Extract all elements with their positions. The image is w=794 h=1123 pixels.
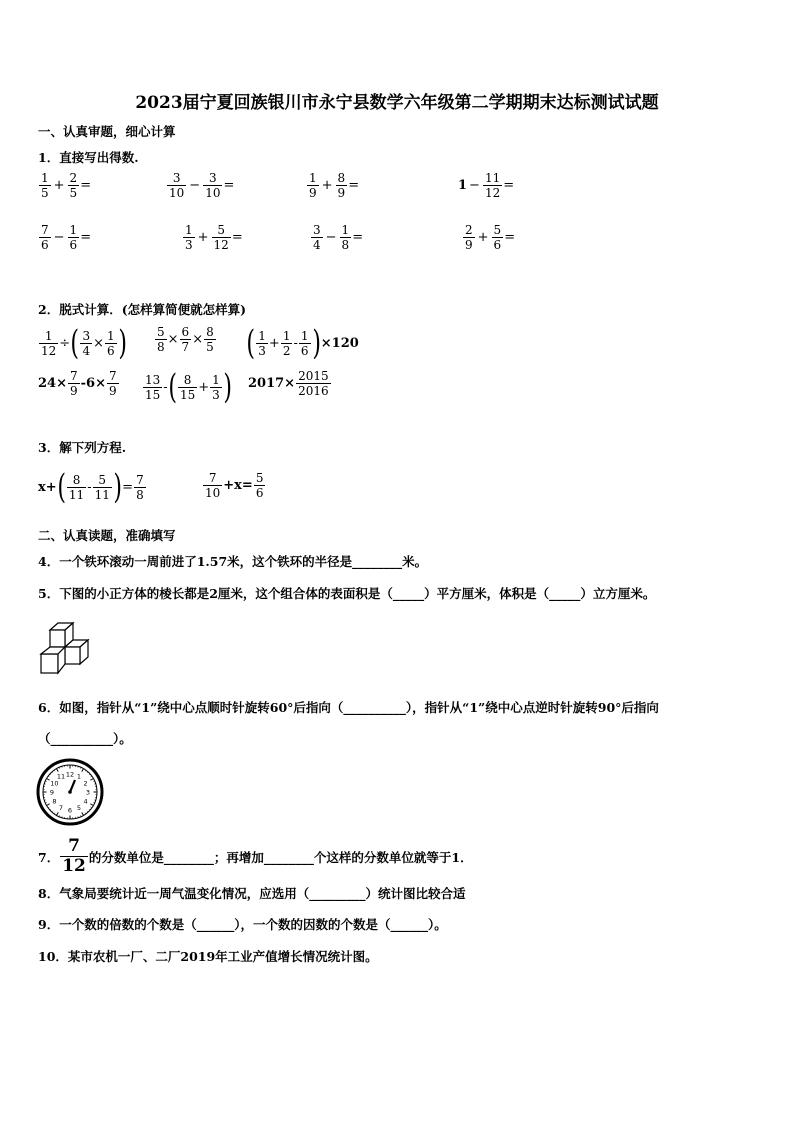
q2-expr-5 <box>142 367 232 407</box>
lead-term: 24× <box>38 376 67 391</box>
question-7-text: 的分数单位是________；再增加________个这样的分数单位就等于1． <box>88 849 473 865</box>
question-8: 8．气象局要统计近一周气温变化情况，应选用（_________）统计图比较合适 <box>38 886 466 901</box>
question-7-number: 7． <box>38 849 60 865</box>
numerator: 2015 <box>298 369 329 383</box>
denominator: 8 <box>341 238 350 252</box>
numerator: 8 <box>183 372 192 387</box>
clock-number: 9 <box>49 788 55 797</box>
numerator: 3 <box>172 171 181 185</box>
question-2-label: 2．脱式计算．(怎样算简便就怎样算) <box>38 302 247 317</box>
denominator: 3 <box>212 387 220 402</box>
question-7 <box>38 838 473 875</box>
numerator: 1 <box>258 328 266 343</box>
operator: ÷ <box>59 335 71 351</box>
numerator: 7 <box>108 369 117 383</box>
denominator: 4 <box>82 343 91 358</box>
q2-expr-4 <box>38 370 120 397</box>
denominator: 12 <box>484 186 501 200</box>
multiplier: ×120 <box>320 335 359 351</box>
operator: - <box>87 479 92 495</box>
q2-expr-3 <box>246 323 359 363</box>
denominator: 10 <box>205 486 221 500</box>
numerator: 5 <box>255 471 264 485</box>
cube-front-face <box>41 654 58 673</box>
right-paren: ) <box>223 367 232 407</box>
question-5: 5．下图的小正方体的棱长都是2厘米，这个组合体的表面积是（_____）平方厘米，体积是（_____）立方厘米。 <box>38 586 656 601</box>
numerator: 5 <box>217 223 225 237</box>
question-1-label: 1．直接写出得数. <box>38 150 139 165</box>
clock-number: 5 <box>76 803 82 812</box>
denominator: 7 <box>181 340 190 354</box>
clock-figure <box>36 758 104 826</box>
numerator: 1 <box>107 328 115 343</box>
numerator: 8 <box>72 472 81 487</box>
operator: - <box>293 335 298 351</box>
numerator: 2 <box>465 223 473 237</box>
denominator: 9 <box>108 384 117 398</box>
denominator: 6 <box>493 238 502 252</box>
numerator: 2 <box>69 171 78 185</box>
cube-front-face <box>50 630 65 647</box>
numerator: 8 <box>337 171 346 185</box>
denominator: 10 <box>205 186 221 200</box>
clock-center <box>68 790 72 794</box>
numerator: 5 <box>493 223 502 237</box>
numerator: 11 <box>484 171 501 185</box>
operator: + <box>197 230 209 245</box>
numerator: 13 <box>145 372 161 387</box>
clock-number: 4 <box>83 797 88 806</box>
left-paren: ( <box>70 323 80 363</box>
operator: + <box>198 379 210 395</box>
numerator: 1 <box>185 223 193 237</box>
denominator: 15 <box>179 387 196 402</box>
operator: − <box>53 230 65 245</box>
q1-expr-5 <box>38 224 91 251</box>
equals: = <box>122 479 134 495</box>
equals: = <box>231 230 243 245</box>
q2-expr-6 <box>248 370 332 397</box>
denominator: 11 <box>68 487 85 502</box>
denominator: 12 <box>213 238 229 252</box>
left-paren: ( <box>246 323 255 363</box>
cube-figure <box>38 620 94 676</box>
denominator: 10 <box>169 186 185 200</box>
operator: + <box>268 335 280 351</box>
q1-expr-6 <box>182 224 243 251</box>
denominator: 9 <box>465 238 473 252</box>
denominator: 6 <box>41 238 49 252</box>
denominator: 9 <box>309 186 317 200</box>
right-paren: ) <box>113 467 122 507</box>
denominator: 5 <box>41 186 49 200</box>
denominator: 2 <box>282 343 291 358</box>
clock-number: 3 <box>85 788 91 797</box>
denominator: 2016 <box>298 384 329 398</box>
section-1-heading: 一、认真审题，细心计算 <box>38 124 176 139</box>
denominator: 12 <box>62 856 86 876</box>
clock-number: 11 <box>56 772 66 781</box>
numerator: 1 <box>309 171 317 185</box>
right-paren: ) <box>117 323 127 363</box>
clock-number: 8 <box>52 797 57 806</box>
denominator: 6 <box>255 486 264 500</box>
equals: = <box>503 178 515 193</box>
numerator: 1 <box>300 328 309 343</box>
numerator: 5 <box>157 325 165 339</box>
denominator: 5 <box>206 340 214 354</box>
clock-number: 10 <box>50 779 59 788</box>
denominator: 6 <box>107 343 115 358</box>
operator: - <box>163 379 168 395</box>
middle-term: -6× <box>80 376 106 391</box>
numerator: 3 <box>209 171 217 185</box>
operator: × <box>93 335 104 351</box>
question-4: 4．一个铁环滚动一周前进了1.57米，这个铁环的半径是________米。 <box>38 554 428 569</box>
equals: = <box>223 178 235 193</box>
left-paren: ( <box>56 467 66 507</box>
operator: + <box>321 178 333 193</box>
question-9: 9．一个数的倍数的个数是（______），一个数的因数的个数是（______）。 <box>38 917 447 932</box>
question-10: 10．某市农机一厂、二厂2019年工业产值增长情况统计图。 <box>38 949 378 964</box>
operator: × <box>167 332 179 347</box>
question-6-line-2: （__________）。 <box>38 731 132 746</box>
section-2-heading: 二、认真读题，准确填写 <box>38 528 176 543</box>
denominator: 8 <box>157 340 165 354</box>
numerator: 1 <box>41 171 49 185</box>
denominator: 12 <box>41 343 57 358</box>
numerator: 5 <box>98 472 107 487</box>
q1-expr-2 <box>166 172 234 199</box>
denominator: 4 <box>313 238 321 252</box>
clock-number: 1 <box>76 772 82 781</box>
left-paren: ( <box>168 367 177 407</box>
numerator: 3 <box>313 223 321 237</box>
equals: = <box>348 178 360 193</box>
denominator: 8 <box>136 487 144 502</box>
denominator: 9 <box>69 384 78 398</box>
question-3-label: 3．解下列方程. <box>38 440 127 455</box>
equals: = <box>352 230 364 245</box>
denominator: 3 <box>258 343 266 358</box>
operator: − <box>189 178 201 193</box>
whole-number: 1 <box>458 178 468 193</box>
numerator: 7 <box>41 223 49 237</box>
numerator: 7 <box>136 472 144 487</box>
numerator: 7 <box>68 836 80 856</box>
denominator: 15 <box>145 387 161 402</box>
denominator: 5 <box>69 186 78 200</box>
denominator: 11 <box>94 487 110 502</box>
q3-equation-1 <box>38 467 147 507</box>
numerator: 1 <box>212 372 220 387</box>
operator: − <box>325 230 337 245</box>
middle-term: +x= <box>223 478 253 493</box>
cube-front-face <box>65 647 80 664</box>
lead-term: x+ <box>38 479 57 495</box>
numerator: 8 <box>206 325 214 339</box>
denominator: 3 <box>185 238 193 252</box>
numerator: 6 <box>181 325 190 339</box>
lead-term: 2017× <box>248 376 296 391</box>
q2-expr-1 <box>38 323 127 363</box>
operator: + <box>477 230 489 245</box>
operator: × <box>192 332 204 347</box>
q3-equation-2 <box>202 472 266 499</box>
page-title: 2023届宁夏回族银川市永宁县数学六年级第二学期期末达标测试试题 <box>135 93 659 113</box>
equals: = <box>504 230 516 245</box>
denominator: 6 <box>69 238 78 252</box>
numerator: 3 <box>82 328 91 343</box>
clock-number: 2 <box>83 779 88 788</box>
numerator: 1 <box>341 223 350 237</box>
q1-expr-3 <box>306 172 359 199</box>
denominator: 9 <box>337 186 346 200</box>
q1-expr-1 <box>38 172 91 199</box>
q1-expr-4 <box>458 172 514 199</box>
equals: = <box>80 230 92 245</box>
question-6-line-1: 6．如图，指针从“1”绕中心点顺时针旋转60°后指向（__________），指针从“1”绕中心点逆时针旋转90°后指向 <box>38 700 659 715</box>
operator: + <box>53 178 65 193</box>
clock-number: 12 <box>65 770 75 779</box>
q1-expr-8 <box>462 224 515 251</box>
denominator: 6 <box>300 343 309 358</box>
numerator: 1 <box>44 328 53 343</box>
numerator: 1 <box>69 223 78 237</box>
equals: = <box>80 178 92 193</box>
numerator: 7 <box>208 471 217 485</box>
numerator: 1 <box>282 328 291 343</box>
q2-expr-2 <box>154 326 217 353</box>
numerator: 7 <box>69 369 78 383</box>
right-paren: ) <box>311 323 321 363</box>
clock-number: 7 <box>58 803 64 812</box>
q1-expr-7 <box>310 224 363 251</box>
operator: − <box>469 178 480 193</box>
clock-number: 6 <box>67 806 73 815</box>
